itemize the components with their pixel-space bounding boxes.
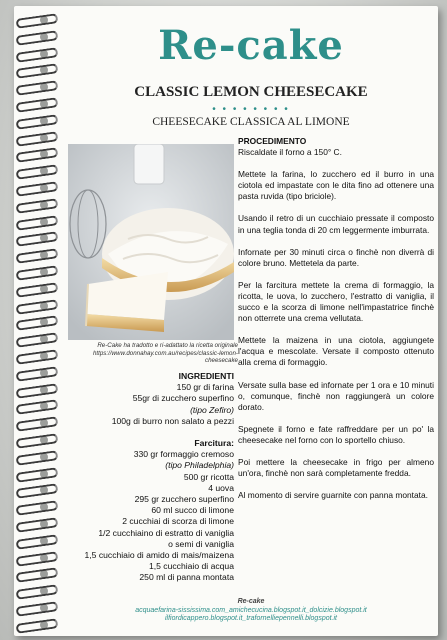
binding-ring [16, 451, 56, 463]
recipe-card [14, 6, 438, 636]
filling-item: 4 uova [208, 482, 234, 493]
filling-item: 330 gr formaggio cremoso [133, 449, 234, 460]
footer-links[interactable]: ilfiordicappero.blogspot.it_trafornelliepennelli.blogspot.it [165, 615, 337, 623]
binding-ring [16, 484, 56, 496]
filling-heading: Farcitura: [194, 438, 234, 449]
binding-ring [16, 98, 56, 110]
binding-ring [16, 585, 56, 597]
filling-item: 1/2 cucchiaino di estratto di vaniglia [98, 527, 234, 538]
procedure-section [238, 136, 434, 512]
procedure-step: Mettete la maizena in una ciotola, aggiungete l'acqua e mescolate. Versate il composto ottenuto alla crema di formaggio. [238, 335, 434, 368]
procedure-heading: PROCEDIMENTO [238, 136, 307, 146]
binding-ring [16, 434, 56, 446]
binding-ring [16, 468, 56, 480]
binding-ring [16, 400, 56, 412]
ingredients-section [64, 371, 234, 584]
binding-ring [16, 417, 56, 429]
procedure-step: Versate sulla base ed infornate per 1 ora e 10 minuti o, comunque, finchè non raggiungerà un colore dorato. [238, 379, 434, 412]
binding-ring [16, 216, 56, 228]
footer [64, 598, 438, 624]
binding-ring [16, 48, 56, 60]
binding-ring [16, 115, 56, 127]
recipe-title-italian: CHEESECAKE CLASSICA AL LIMONE [152, 116, 350, 128]
photo-caption [66, 342, 238, 365]
binding-ring [16, 132, 56, 144]
binding-ring [16, 199, 56, 211]
binding-ring [16, 182, 56, 194]
spiral-binding [14, 14, 58, 634]
procedure-step: Infornate per 30 minuti circa o finchè non diverrà di colore bruno. Mettetela da parte. [238, 246, 434, 268]
binding-ring [16, 81, 56, 93]
binding-ring [16, 535, 56, 547]
filling-item: 60 ml succo di limone [151, 505, 234, 516]
procedure-step: Per la farcitura mettete la crema di formaggio, la ricotta, le uova, lo zucchero, l'estratto di vaniglia, il succo e la scorza di limone nell'impastatrice finchè non otterrete una crema vellutata. [238, 279, 434, 324]
binding-ring [16, 31, 56, 43]
binding-ring [16, 316, 56, 328]
binding-ring [16, 552, 56, 564]
binding-ring [16, 602, 56, 614]
binding-ring [16, 249, 56, 261]
cheesecake-photo [68, 144, 234, 340]
divider-dots: • • • • • • • • [212, 104, 290, 115]
binding-ring [16, 232, 56, 244]
binding-ring [16, 14, 56, 26]
recipe-title: CLASSIC LEMON CHEESECAKE [134, 84, 368, 100]
binding-ring [16, 165, 56, 177]
filling-item: 295 gr zucchero superfino [134, 494, 234, 505]
binding-ring [16, 148, 56, 160]
binding-ring [16, 518, 56, 530]
ingredient-item: 150 gr di farina [176, 382, 234, 393]
binding-ring [16, 300, 56, 312]
filling-item: (tipo Philadelphia) [165, 460, 234, 471]
filling-item: 1,5 cucchiaio di amido di mais/maizena [84, 550, 234, 561]
procedure-step: Al momento di servire guarnite con panna montata. [238, 490, 428, 501]
filling-item: o semi di vaniglia [168, 538, 234, 549]
ingredient-item: 100g di burro non salato a pezzi [111, 415, 234, 426]
binding-ring [16, 384, 56, 396]
footer-links[interactable]: acquaefarina-sississima.com_amichecucina.blogspot.it_dolcizie.blogspot.it [135, 606, 367, 614]
filling-item: 2 cucchiai di scorza di limone [122, 516, 234, 527]
filling-item: 250 ml di panna montata [139, 572, 234, 583]
caption-link[interactable]: https://www.donnahay.com.au/recipes/classic-lemon-cheesecake [92, 349, 238, 365]
binding-ring [16, 619, 56, 631]
binding-ring [16, 283, 56, 295]
binding-ring [16, 333, 56, 345]
caption-credit: Re-Cake ha tradotto e ri-adattato la ricetta originale [97, 342, 238, 349]
footer-brand: Re-cake [237, 598, 265, 605]
binding-ring [16, 568, 56, 580]
ingredients-heading: INGREDIENTI [178, 371, 234, 381]
binding-ring [16, 501, 56, 513]
procedure-step: Spegnete il forno e fate raffreddare per un po' la cheesecake nel forno con lo sportello chiuso. [238, 423, 434, 445]
ingredient-item: 55gr di zucchero superfino [132, 393, 234, 404]
ingredient-item: (tipo Zefiro) [190, 404, 234, 415]
filling-item: 500 gr ricotta [183, 471, 234, 482]
procedure-step: Riscaldate il forno a 150° C. [238, 147, 342, 158]
procedure-step: Usando il retro di un cucchiaio pressate il composto in una teglia tonda di 20 cm leggermente imburrata. [238, 213, 434, 235]
procedure-step: Mettete la farina, lo zucchero ed il burro in una ciotola ed impastate con le dita fino ad ottenere una pasta ruvida (tipo briciole). [238, 169, 434, 202]
binding-ring [16, 350, 56, 362]
binding-ring [16, 266, 56, 278]
binding-ring [16, 367, 56, 379]
procedure-step: Poi mettere la cheesecake in frigo per almeno un'ora, finchè non sarà completamente fredda. [238, 456, 434, 479]
filling-item: 1,5 cucchiaio di acqua [148, 561, 234, 572]
binding-ring [16, 64, 56, 76]
page-title: Re-cake [158, 22, 344, 69]
